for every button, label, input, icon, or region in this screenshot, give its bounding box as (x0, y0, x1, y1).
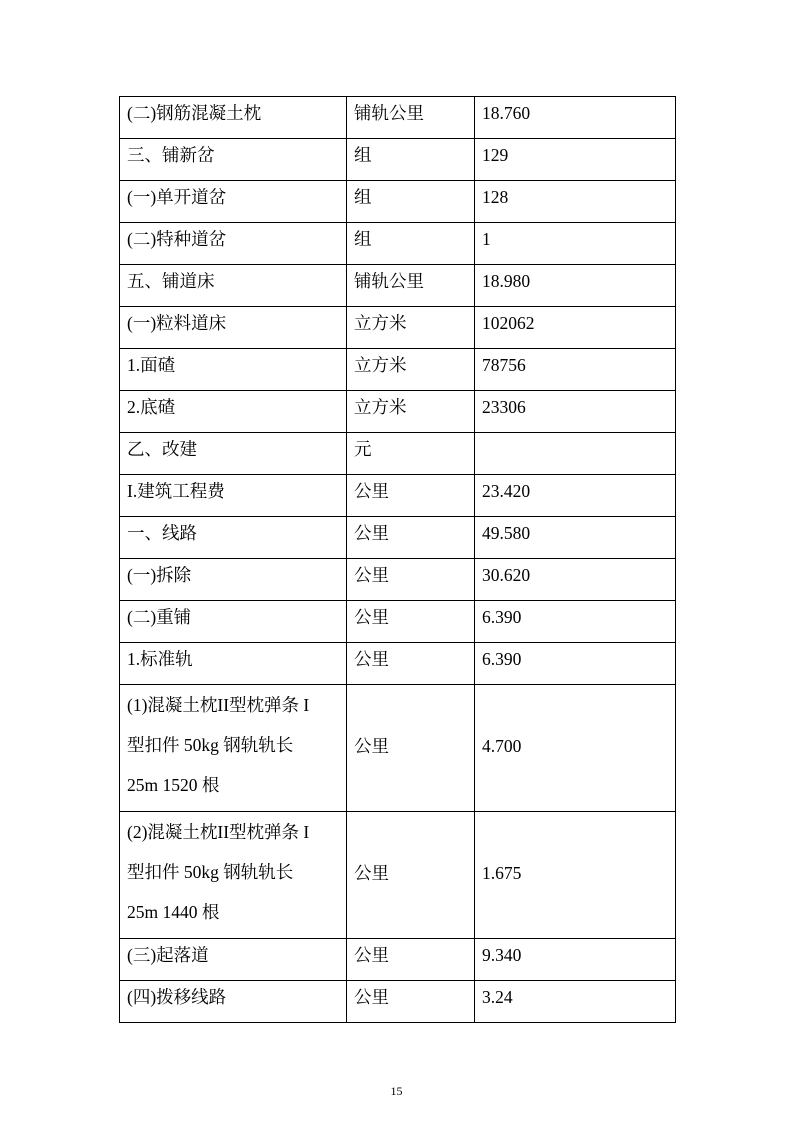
table-row (120, 433, 676, 475)
quantity-cell: 78756 (475, 349, 676, 391)
table-row (120, 939, 676, 981)
table-row (120, 307, 676, 349)
quantity-cell: 129 (475, 139, 676, 181)
unit-cell: 公里 (347, 559, 475, 601)
item-name-cell: 1.面碴 (120, 349, 347, 391)
unit-cell: 公里 (347, 517, 475, 559)
unit-cell: 铺轨公里 (347, 265, 475, 307)
item-name-cell: (二)钢筋混凝土枕 (120, 97, 347, 139)
quantity-cell: 30.620 (475, 559, 676, 601)
unit-cell: 立方米 (347, 307, 475, 349)
table-row (120, 643, 676, 685)
unit-cell: 元 (347, 433, 475, 475)
quantity-table (119, 96, 676, 1023)
table-row (120, 981, 676, 1023)
unit-cell: 组 (347, 223, 475, 265)
item-name-line: 型扣件 50kg 钢轨轨长 (127, 735, 294, 755)
unit-cell: 铺轨公里 (347, 97, 475, 139)
quantity-cell: 9.340 (475, 939, 676, 981)
table-row (120, 812, 676, 939)
quantity-cell: 4.700 (475, 685, 676, 812)
item-name-cell: (一)单开道岔 (120, 181, 347, 223)
item-name-line: (1)混凝土枕II型枕弹条 I (127, 695, 310, 715)
item-name-line: 25m 1440 根 (127, 902, 220, 922)
quantity-cell (475, 433, 676, 475)
item-name-cell (120, 812, 347, 939)
table-row (120, 97, 676, 139)
item-name-line: (2)混凝土枕II型枕弹条 I (127, 822, 310, 842)
item-name-line: 型扣件 50kg 钢轨轨长 (127, 862, 294, 882)
unit-cell: 公里 (347, 475, 475, 517)
unit-cell: 组 (347, 181, 475, 223)
unit-cell: 公里 (347, 685, 475, 812)
quantity-cell: 102062 (475, 307, 676, 349)
quantity-cell: 1 (475, 223, 676, 265)
quantity-cell: 18.980 (475, 265, 676, 307)
table-row (120, 391, 676, 433)
table-row (120, 685, 676, 812)
page-number: 15 (390, 1084, 403, 1098)
item-name-cell: 2.底碴 (120, 391, 347, 433)
quantity-cell: 3.24 (475, 981, 676, 1023)
item-name-cell (120, 685, 347, 812)
item-name-cell: (一)粒料道床 (120, 307, 347, 349)
unit-cell: 公里 (347, 812, 475, 939)
table-row (120, 475, 676, 517)
item-name-cell: 三、铺新岔 (120, 139, 347, 181)
unit-cell: 组 (347, 139, 475, 181)
item-name-cell: 乙、改建 (120, 433, 347, 475)
item-name-cell: 1.标准轨 (120, 643, 347, 685)
unit-cell: 公里 (347, 601, 475, 643)
unit-cell: 公里 (347, 939, 475, 981)
quantity-cell: 6.390 (475, 601, 676, 643)
quantity-cell: 128 (475, 181, 676, 223)
quantity-cell: 49.580 (475, 517, 676, 559)
table-row (120, 349, 676, 391)
table-row (120, 517, 676, 559)
item-name-cell: (三)起落道 (120, 939, 347, 981)
unit-cell: 公里 (347, 981, 475, 1023)
unit-cell: 立方米 (347, 391, 475, 433)
table-row (120, 265, 676, 307)
item-name-cell: (二)重铺 (120, 601, 347, 643)
table-row (120, 139, 676, 181)
table-row (120, 223, 676, 265)
quantity-cell: 6.390 (475, 643, 676, 685)
item-name-line: 25m 1520 根 (127, 775, 220, 795)
item-name-cell: (一)拆除 (120, 559, 347, 601)
quantity-cell: 1.675 (475, 812, 676, 939)
item-name-cell: (二)特种道岔 (120, 223, 347, 265)
table-row (120, 559, 676, 601)
quantity-cell: 23306 (475, 391, 676, 433)
item-name-cell: I.建筑工程费 (120, 475, 347, 517)
quantity-cell: 18.760 (475, 97, 676, 139)
unit-cell: 立方米 (347, 349, 475, 391)
unit-cell: 公里 (347, 643, 475, 685)
table-row (120, 181, 676, 223)
quantity-cell: 23.420 (475, 475, 676, 517)
item-name-cell: (四)拨移线路 (120, 981, 347, 1023)
table-row (120, 601, 676, 643)
item-name-cell: 五、铺道床 (120, 265, 347, 307)
item-name-cell: 一、线路 (120, 517, 347, 559)
